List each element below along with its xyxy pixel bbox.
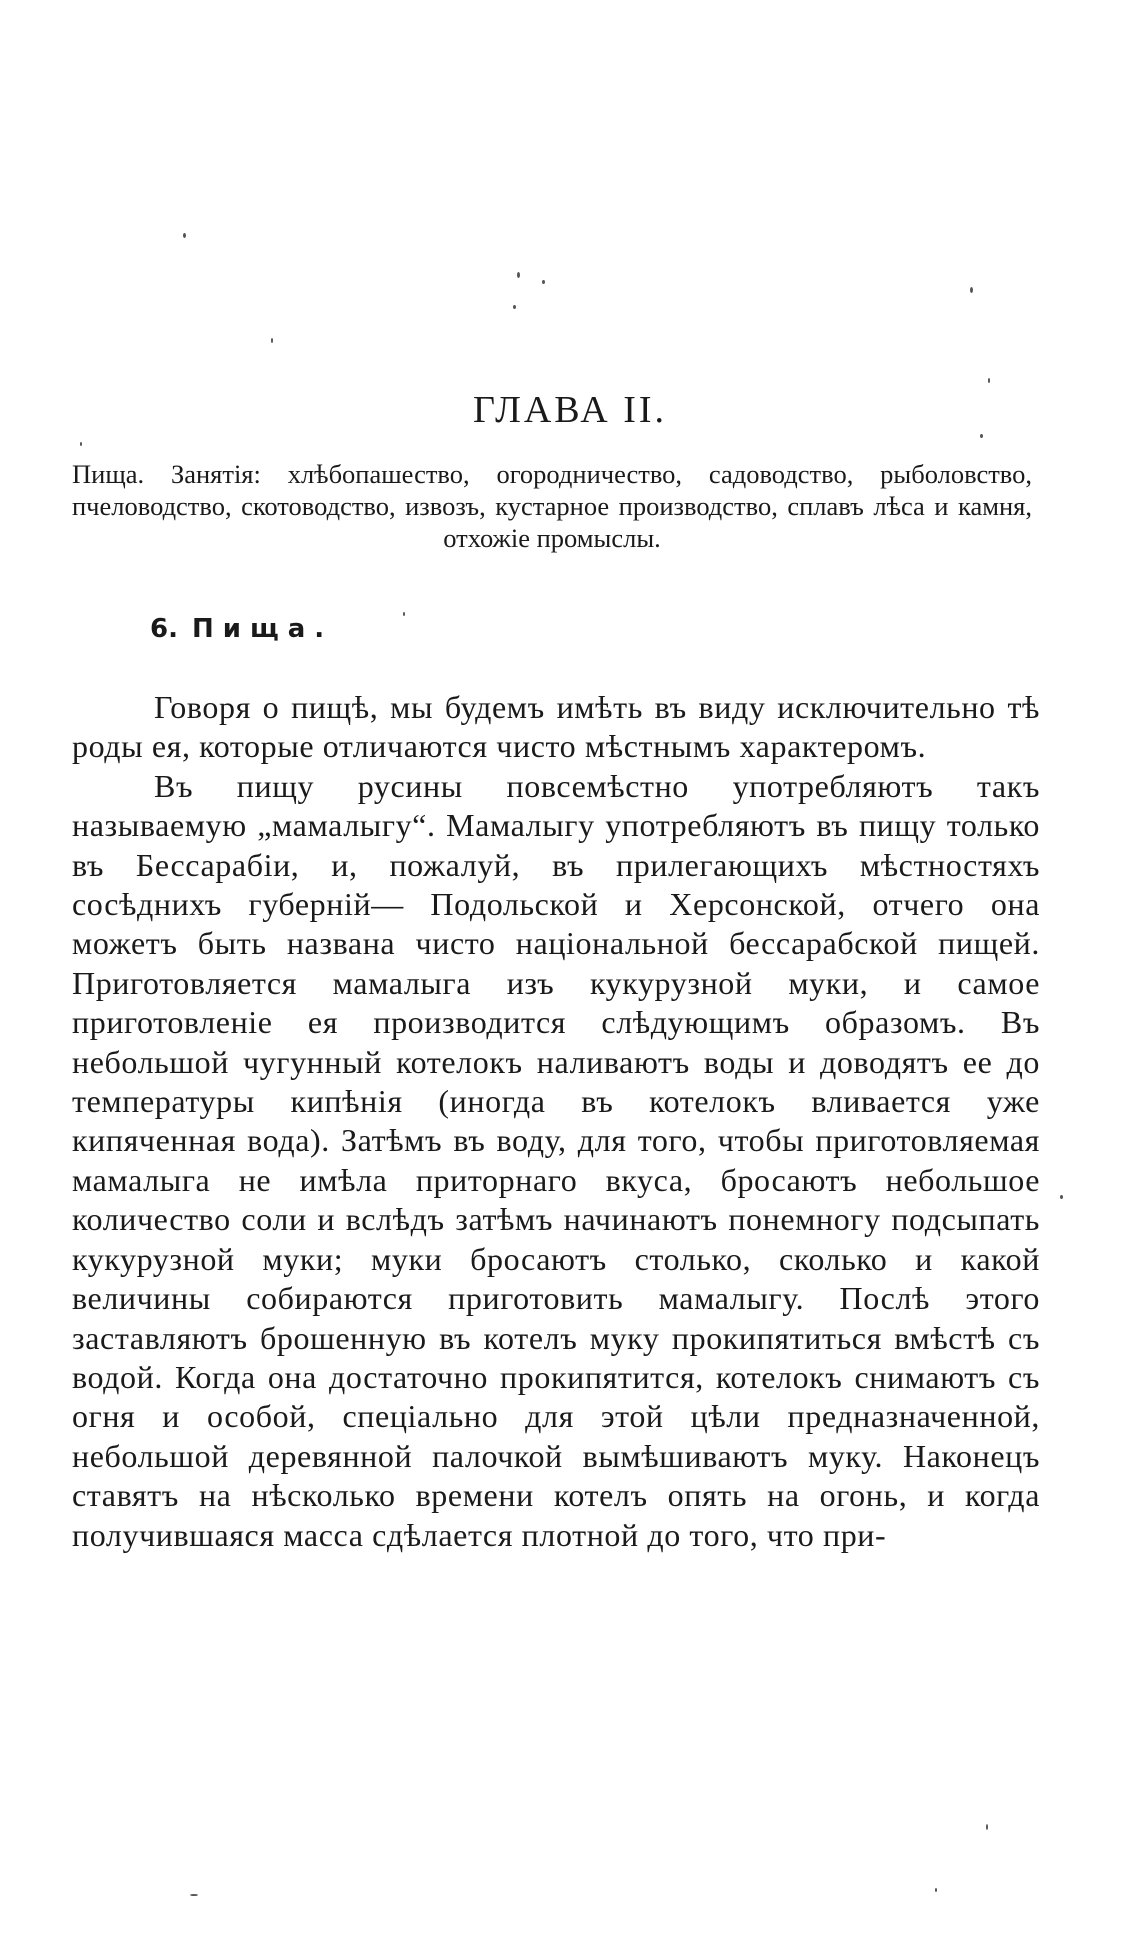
scan-speck xyxy=(190,1894,198,1896)
scan-speck xyxy=(513,305,516,309)
chapter-summary: Пища. Занятія: хлѣбопашество, огородничество, садоводство, рыболовство, пчеловодство, скотоводство, извозъ, кустарное производство, сплавъ лѣса и камня, отхожіе промыслы. xyxy=(72,459,1032,553)
paragraph: Въ пищу русины повсемѣстно употребляютъ такъ называемую „мамалыгу“. Мамалыгу употребляютъ въ пищу только въ Бессарабіи, и, пожалуй, въ прилегающихъ мѣстностяхъ сосѣднихъ губерній— Подольской и Херсонской, отчего она можетъ быть названа чисто національной бессарабской пищей. Приготовляется мамалыга изъ кукурузной муки, и самое приготовленіе ея производится слѣдующимъ образомъ. Въ небольшой чугунный котелокъ наливаютъ воды и доводятъ ее до температуры кипѣнія (иногда въ котелокъ вливается уже кипяченная вода). Затѣмъ въ воду, для того, чтобы приготовляемая мамалыга не имѣла приторнаго вкуса, бросаютъ небольшое количество соли и вслѣдъ затѣмъ начинаютъ понемногу подсыпать кукурузной муки; муки бросаютъ столько, сколько и какой величины собираются приготовить мамалыгу. Послѣ этого заставляютъ брошенную въ котелъ муку прокипятиться вмѣстѣ съ водой. Когда она достаточно прокипятится, котелокъ снимаютъ съ огня и особой, спеціально для этой цѣли предназначенной, небольшой деревянной палочкой вымѣшиваютъ муку. Наконецъ ставятъ на нѣсколько времени котелъ опять на огонь, и когда получившаяся масса сдѣлается плотной до того, что при- xyxy=(72,767,1040,1553)
scan-speck xyxy=(271,338,273,343)
body-text xyxy=(72,688,1040,1555)
scan-speck xyxy=(403,612,405,616)
section-title: Пища. xyxy=(191,614,334,644)
scan-speck xyxy=(988,378,990,383)
scan-speck xyxy=(183,233,186,238)
scan-speck xyxy=(970,287,973,293)
scan-speck xyxy=(80,442,82,446)
paragraph: Говоря о пищѣ, мы будемъ имѣть въ виду исключительно тѣ роды ея, которые отличаются чисто мѣстнымъ характеромъ. xyxy=(72,689,1040,765)
scan-speck xyxy=(986,1824,988,1830)
scan-speck xyxy=(980,434,983,438)
scan-speck xyxy=(542,280,545,284)
scan-speck xyxy=(935,1888,937,1892)
section-heading xyxy=(150,614,333,644)
scan-speck xyxy=(1060,1195,1063,1199)
chapter-title: ГЛАВА II. xyxy=(472,389,668,431)
section-number: 6. xyxy=(150,614,178,644)
scan-speck xyxy=(517,272,520,278)
